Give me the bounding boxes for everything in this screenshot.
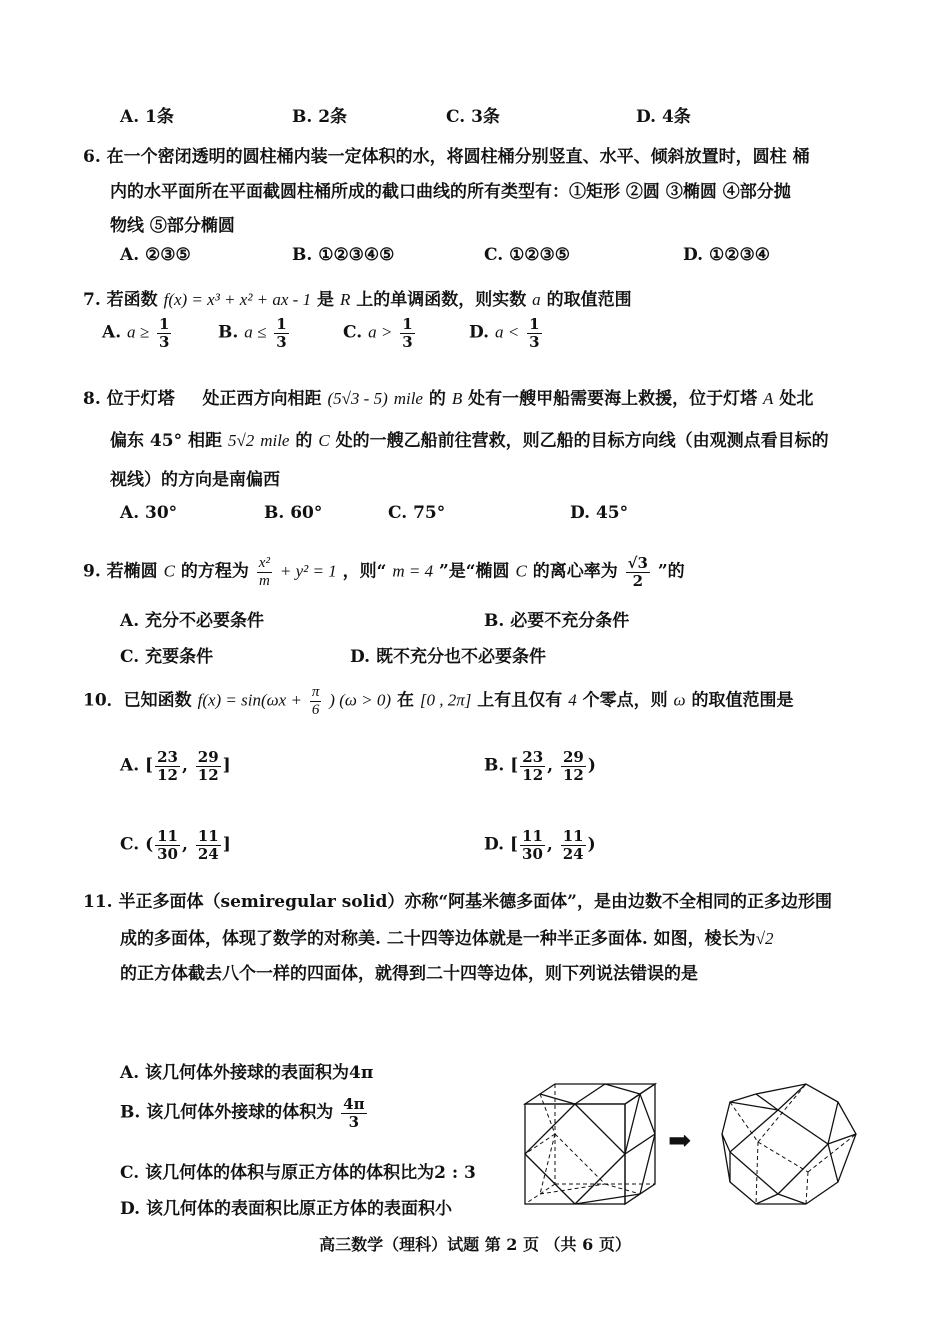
q8-point-a: A bbox=[763, 389, 774, 408]
q9-option-d: D. 既不充分也不必要条件 bbox=[350, 647, 546, 667]
hidden-edge bbox=[555, 1134, 605, 1184]
q10-option-c: C. ( $\frac{11}{30}$ , $\frac{11}{24}$ ] bbox=[120, 827, 231, 863]
polyhedron-edge bbox=[828, 1134, 856, 1144]
polyhedron-edge bbox=[730, 1110, 778, 1152]
q9-equation-fraction: $\frac{\text{x²}}{m}$ bbox=[258, 555, 270, 589]
q6-option-c: C. ①②③⑤ bbox=[484, 245, 571, 265]
q8-angle: 45° bbox=[149, 431, 183, 451]
polyhedron-edge bbox=[828, 1102, 838, 1144]
q9-stem: 9. 若椭圆 C 的方程为 $\frac{\text{x²}}{m}$ + y² = 1 ，则“ m = 4 ”是“椭圆 C 的离心率为 $\frac{√3}{2}$ ”的 bbox=[83, 554, 685, 590]
q8-point-b: B bbox=[451, 389, 463, 408]
polyhedron-edge bbox=[756, 1194, 778, 1204]
q7-option-c: C. a > $\frac{1}{3}$ bbox=[343, 315, 413, 351]
q9-equation-rest: + y² = 1 bbox=[279, 561, 337, 581]
q8-line-2: 偏东 45° 相距 5√2 mile 的 C 处的一艘乙船前往营救，则乙船的目标方向线（由观测点看目标的 bbox=[110, 431, 829, 451]
q7-stem bbox=[83, 285, 632, 310]
q7-suffix: 上的单调函数，则实数 bbox=[356, 290, 527, 310]
polyhedron-figure bbox=[718, 1082, 858, 1212]
q11-option-b: B. 该几何体外接球的体积为 $\frac{4\pi}{3}$ bbox=[120, 1095, 365, 1131]
cut-edge bbox=[525, 1154, 575, 1204]
q8-line-3: 视线）的方向是南偏西 bbox=[110, 470, 280, 490]
q10-option-a: A. [ $\frac{23}{12}$ , $\frac{29}{12}$ ] bbox=[120, 748, 231, 784]
q9-ellipse-c: C bbox=[163, 561, 175, 581]
q9-option-c: C. 充要条件 bbox=[120, 647, 214, 667]
q10-stem: 10．已知函数 f(x) = sin(ωx + $\frac{\pi}{6}$ ) (ω > 0) 在 [0 , 2π] 上有且仅有 4 个零点，则 ω 的取值范围是 bbox=[83, 684, 794, 718]
hidden-edge bbox=[758, 1142, 808, 1172]
q11-line-1: 11. 半正多面体（semiregular solid）亦称“阿基米德多面体”，是由边数不全相同的正多边形围 bbox=[83, 892, 832, 912]
q10-option-d: D. [ $\frac{11}{30}$ , $\frac{11}{24}$ ) bbox=[484, 827, 596, 863]
q7-tail: 的取值范围 bbox=[546, 290, 632, 310]
cut-edge bbox=[605, 1084, 640, 1094]
cut-edge bbox=[575, 1084, 605, 1104]
hidden-edge bbox=[540, 1094, 555, 1134]
q8-mile-1: mile bbox=[393, 389, 423, 408]
q7-a: a bbox=[532, 290, 541, 309]
q9-condition: m = 4 bbox=[392, 561, 434, 581]
q6-line-2: 内的水平面所在平面截圆柱桶所成的截口曲线的所有类型有：①矩形 ②圆 ③椭圆 ④部分抛 bbox=[110, 182, 791, 202]
cut-edge bbox=[640, 1094, 655, 1134]
q11-option-c: C. 该几何体的体积与原正方体的体积比为2 : 3 bbox=[120, 1163, 476, 1183]
q8-distance-1: (5√3 - 5) bbox=[327, 389, 388, 408]
q7-option-d: D. a < $\frac{1}{3}$ bbox=[469, 315, 540, 351]
q8-option-a: A. 30° bbox=[120, 503, 178, 523]
q11-option-d: D. 该几何体的表面积比原正方体的表面积小 bbox=[120, 1199, 452, 1219]
polyhedron-outline bbox=[722, 1084, 856, 1204]
q7-option-c-fraction: $\frac{1}{3}$ bbox=[402, 315, 413, 351]
q9-eccentricity: $\frac{√3}{2}$ bbox=[627, 554, 648, 590]
q8-mile-2: mile bbox=[260, 431, 290, 450]
cube-figure bbox=[520, 1082, 660, 1212]
q8-distance-2: 5√2 bbox=[227, 431, 255, 450]
q7-option-b: B. a ≤ $\frac{1}{3}$ bbox=[218, 315, 287, 351]
q6-option-b: B. ①②③④⑤ bbox=[292, 245, 395, 265]
q8-option-d: D. 45° bbox=[570, 503, 629, 523]
hidden-edge bbox=[730, 1102, 758, 1142]
q10-interval: [0 , 2π] bbox=[419, 690, 472, 710]
q5-option-b: B. 2条 bbox=[292, 107, 348, 127]
q5-option-a: A. 1条 bbox=[120, 107, 174, 127]
q7-option-d-fraction: $\frac{1}{3}$ bbox=[529, 315, 540, 351]
page-footer: 高三数学（理科）试题 第 2 页 （共 6 页） bbox=[319, 1235, 631, 1254]
q8-point-c: C bbox=[318, 431, 330, 450]
hidden-edge bbox=[756, 1142, 758, 1204]
hidden-edge bbox=[806, 1172, 808, 1204]
polyhedron-edge bbox=[778, 1110, 828, 1144]
q6-option-a: A. ②③⑤ bbox=[120, 245, 191, 265]
q7-option-b-fraction: $\frac{1}{3}$ bbox=[276, 315, 287, 351]
q8-option-b: B. 60° bbox=[264, 503, 323, 523]
cut-edge bbox=[575, 1104, 625, 1154]
cut-edge bbox=[540, 1094, 575, 1104]
arrow-icon: ➡ bbox=[668, 1124, 692, 1157]
q11-option-a: A. 该几何体外接球的表面积为4π bbox=[120, 1063, 374, 1083]
q5-option-c: C. 3条 bbox=[446, 107, 500, 127]
q6-option-d: D. ①②③④ bbox=[683, 245, 770, 265]
q11-line-3: 的正方体截去八个一样的四面体，就得到二十四等边体，则下列说法错误的是 bbox=[120, 964, 698, 984]
polyhedron-edge bbox=[778, 1194, 806, 1204]
polyhedron-edge bbox=[730, 1102, 778, 1110]
q11-line-2: 成的多面体，体现了数学的对称美. 二十四等边体就是一种半正多面体. 如图，棱长为√2 bbox=[120, 929, 774, 949]
q7-r: R bbox=[339, 290, 351, 309]
cut-edge bbox=[575, 1194, 640, 1204]
q10-option-b: B. [ $\frac{23}{12}$ , $\frac{29}{12}$ ) bbox=[484, 748, 596, 784]
q6-line-3: 物线 ⑤部分椭圆 bbox=[110, 216, 235, 236]
q9-option-a: A. 充分不必要条件 bbox=[120, 611, 265, 631]
q7-formula: f(x) = x³ + x² + ax - 1 bbox=[163, 290, 312, 309]
q10-pi-fraction: $\frac{\pi}{6}$ bbox=[311, 684, 320, 718]
q7-prefix: 7. 若函数 bbox=[83, 290, 158, 310]
q5-option-d: D. 4条 bbox=[636, 107, 691, 127]
q7-option-a: A. a ≥ $\frac{1}{3}$ bbox=[102, 315, 170, 351]
polyhedron-edge bbox=[778, 1084, 806, 1110]
q9-option-b: B. 必要不充分条件 bbox=[484, 611, 630, 631]
q7-option-a-fraction: $\frac{1}{3}$ bbox=[159, 315, 170, 351]
q11-sqrt2: √2 bbox=[755, 929, 774, 948]
q8-line-1: 8. 位于灯塔 处正西方向相距 (5√3 - 5) mile 的 B 处有一艘甲船需要海上救援，位于灯塔 A 处北 bbox=[83, 389, 814, 409]
hidden-edge bbox=[605, 1184, 640, 1194]
hidden-edge bbox=[540, 1184, 605, 1194]
q8-option-c: C. 75° bbox=[388, 503, 446, 523]
q6-line-1: 6. 在一个密闭透明的圆柱桶内装一定体积的水，将圆柱桶分别竖直、水平、倾斜放置时，圆柱 桶 bbox=[83, 147, 810, 167]
q7-middle: 是 bbox=[317, 290, 335, 310]
